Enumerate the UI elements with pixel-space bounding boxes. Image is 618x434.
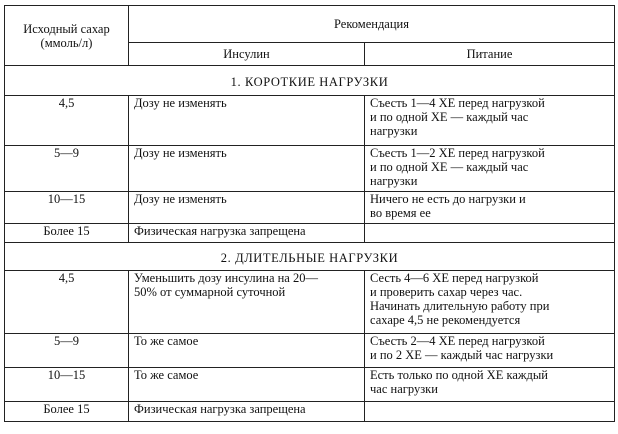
- nutrition-cell: [365, 334, 615, 368]
- insulin-text: Дозу не изменять: [134, 96, 227, 110]
- insulin-cell: [129, 271, 365, 334]
- header-recommendation: Рекомендация: [129, 6, 615, 43]
- insulin-text: То же самое: [134, 368, 199, 382]
- insulin-text: То же самое: [134, 334, 199, 348]
- sugar-cell: 4,5: [5, 96, 129, 146]
- nutrition-cell: [365, 271, 615, 334]
- nutrition-cell: [365, 96, 615, 146]
- table-row: [5, 402, 615, 422]
- header-source-sugar-line2: (ммоль/л): [40, 35, 93, 50]
- section-title: 2. ДЛИТЕЛЬНЫЕ НАГРУЗКИ: [5, 243, 615, 271]
- nutrition-text: час нагрузки: [370, 382, 438, 396]
- nutrition-text: и по 2 ХЕ — каждый час нагрузки: [370, 348, 554, 362]
- nutrition-text: Ничего не есть до нагрузки и: [370, 192, 526, 206]
- insulin-cell: [129, 368, 365, 402]
- nutrition-text: Начинать длительную работу при: [370, 299, 550, 313]
- header-source-sugar: [5, 6, 129, 66]
- nutrition-text: Съесть 1—4 ХЕ перед нагрузкой: [370, 96, 545, 110]
- sugar-cell: 5—9: [5, 334, 129, 368]
- insulin-text: Уменьшить дозу инсулина на 20—: [134, 271, 318, 285]
- insulin-text: Физическая нагрузка запрещена: [134, 224, 306, 238]
- header-row-top: [5, 6, 615, 43]
- nutrition-text: и по одной ХЕ — каждый час: [370, 110, 529, 124]
- table-row: [5, 271, 615, 334]
- sugar-cell: Более 15: [5, 402, 129, 422]
- table-row: [5, 146, 615, 192]
- table-row: [5, 368, 615, 402]
- table-row: [5, 192, 615, 224]
- insulin-cell: [129, 96, 365, 146]
- nutrition-text: сахаре 4,5 не рекомендуется: [370, 313, 521, 327]
- sugar-cell: 4,5: [5, 271, 129, 334]
- nutrition-text: Съесть 2—4 ХЕ перед нагрузкой: [370, 334, 545, 348]
- section-title-row: [5, 66, 615, 96]
- nutrition-text: и проверить сахар через час.: [370, 285, 523, 299]
- header-source-sugar-line1: Исходный сахар: [23, 21, 110, 36]
- insulin-cell: [129, 192, 365, 224]
- nutrition-text: и по одной ХЕ — каждый час: [370, 160, 529, 174]
- insulin-cell: [129, 146, 365, 192]
- insulin-text: Дозу не изменять: [134, 192, 227, 206]
- insulin-cell: [129, 402, 365, 422]
- nutrition-text: Есть только по одной ХЕ каждый: [370, 368, 548, 382]
- sugar-cell: 5—9: [5, 146, 129, 192]
- table-row: [5, 224, 615, 243]
- nutrition-text: во время ее: [370, 206, 431, 220]
- nutrition-cell: [365, 368, 615, 402]
- nutrition-cell: [365, 402, 615, 422]
- header-insulin: Инсулин: [129, 43, 365, 66]
- insulin-text: Дозу не изменять: [134, 146, 227, 160]
- table-row: [5, 334, 615, 368]
- insulin-cell: [129, 334, 365, 368]
- nutrition-cell: [365, 146, 615, 192]
- sugar-cell: Более 15: [5, 224, 129, 243]
- nutrition-text: нагрузки: [370, 174, 418, 188]
- nutrition-text: Съесть 1—2 ХЕ перед нагрузкой: [370, 146, 545, 160]
- sugar-cell: 10—15: [5, 192, 129, 224]
- table-row: [5, 96, 615, 146]
- section-title-row: [5, 243, 615, 271]
- recommendation-table: [4, 5, 615, 422]
- nutrition-cell: [365, 224, 615, 243]
- section-title: 1. КОРОТКИЕ НАГРУЗКИ: [5, 66, 615, 96]
- sugar-cell: 10—15: [5, 368, 129, 402]
- nutrition-text: Сесть 4—6 ХЕ перед нагрузкой: [370, 271, 539, 285]
- header-nutrition: Питание: [365, 43, 615, 66]
- insulin-cell: [129, 224, 365, 243]
- nutrition-cell: [365, 192, 615, 224]
- insulin-text: Физическая нагрузка запрещена: [134, 402, 306, 416]
- insulin-text: 50% от суммарной суточной: [134, 285, 286, 299]
- nutrition-text: нагрузки: [370, 124, 418, 138]
